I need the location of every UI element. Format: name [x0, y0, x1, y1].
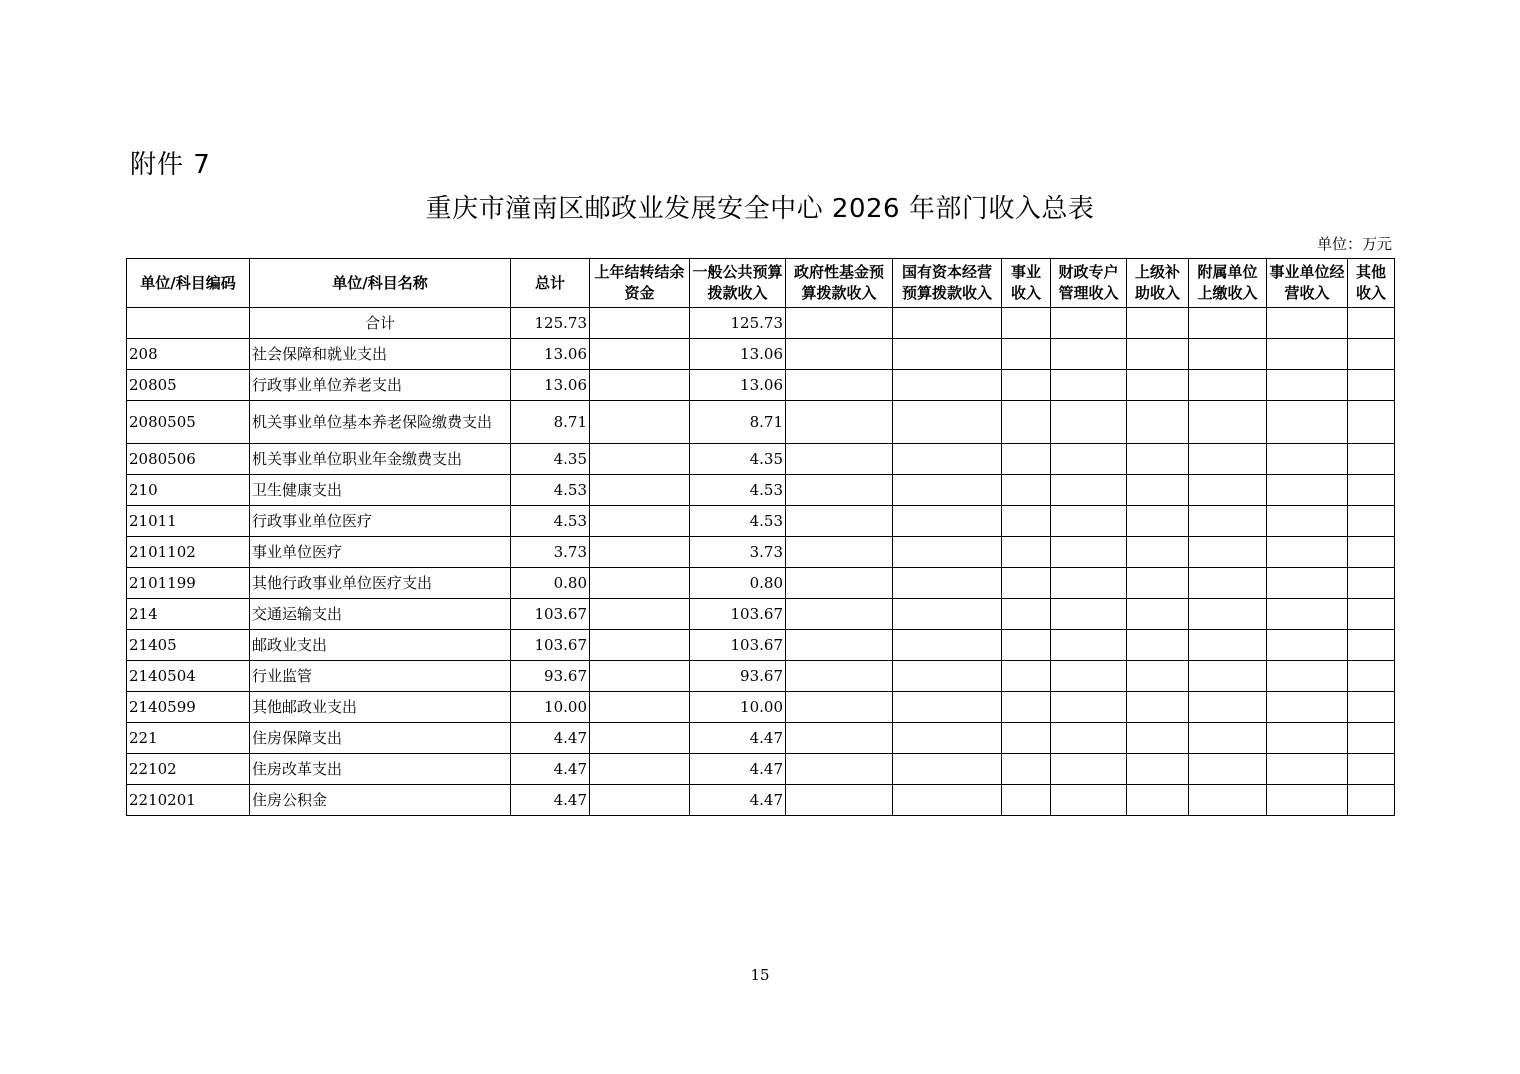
column-header-operating-income: 事业单位经营收入	[1267, 259, 1348, 308]
cell-name: 行业监管	[250, 661, 511, 692]
cell-name: 社会保障和就业支出	[250, 339, 511, 370]
cell-empty	[1127, 692, 1189, 723]
table-row-total	[127, 308, 1395, 339]
cell-empty	[1051, 506, 1127, 537]
table-row	[127, 537, 1395, 568]
cell-empty	[1127, 537, 1189, 568]
cell-total: 10.00	[511, 692, 590, 723]
cell-name: 行政事业单位医疗	[250, 506, 511, 537]
cell-empty	[1267, 339, 1348, 370]
cell-empty	[1348, 537, 1395, 568]
cell-total: 93.67	[511, 661, 590, 692]
cell-total: 4.53	[511, 506, 590, 537]
column-header-general-budget: 一般公共预算拨款收入	[690, 259, 786, 308]
cell-empty	[1348, 754, 1395, 785]
cell-code: 20805	[127, 370, 250, 401]
cell-empty	[1127, 568, 1189, 599]
cell-empty	[1189, 537, 1267, 568]
cell-empty	[1267, 568, 1348, 599]
cell-general-budget: 4.47	[690, 754, 786, 785]
cell-empty	[1002, 370, 1051, 401]
cell-code: 208	[127, 339, 250, 370]
page-number: 15	[750, 966, 770, 984]
cell-empty	[1127, 754, 1189, 785]
table-row	[127, 692, 1395, 723]
cell-name: 机关事业单位基本养老保险缴费支出	[250, 401, 511, 444]
table-row	[127, 568, 1395, 599]
column-header-special-account: 财政专户管理收入	[1051, 259, 1127, 308]
cell-empty	[1051, 754, 1127, 785]
table-row	[127, 444, 1395, 475]
cell-general-budget: 4.47	[690, 785, 786, 816]
cell-code: 210	[127, 475, 250, 506]
cell-empty	[786, 785, 893, 816]
cell-empty	[1002, 692, 1051, 723]
cell-carryover	[590, 568, 690, 599]
cell-code: 214	[127, 599, 250, 630]
cell-name: 合计	[250, 308, 511, 339]
cell-empty	[1127, 599, 1189, 630]
cell-empty	[1127, 308, 1189, 339]
cell-empty	[893, 723, 1002, 754]
cell-general-budget: 4.53	[690, 506, 786, 537]
table-row	[127, 785, 1395, 816]
cell-name: 住房改革支出	[250, 754, 511, 785]
table-row	[127, 599, 1395, 630]
cell-carryover	[590, 339, 690, 370]
cell-empty	[893, 785, 1002, 816]
cell-empty	[786, 568, 893, 599]
cell-empty	[1051, 537, 1127, 568]
cell-empty	[1189, 339, 1267, 370]
cell-empty	[1348, 785, 1395, 816]
cell-empty	[1051, 723, 1127, 754]
column-header-total: 总计	[511, 259, 590, 308]
cell-empty	[1348, 630, 1395, 661]
cell-empty	[893, 692, 1002, 723]
table-row	[127, 339, 1395, 370]
unit-note: 单位：万元	[1316, 235, 1392, 253]
cell-carryover	[590, 754, 690, 785]
cell-general-budget: 4.53	[690, 475, 786, 506]
cell-empty	[1348, 692, 1395, 723]
cell-empty	[786, 692, 893, 723]
cell-general-budget: 4.35	[690, 444, 786, 475]
cell-name: 事业单位医疗	[250, 537, 511, 568]
cell-empty	[893, 339, 1002, 370]
table-row	[127, 370, 1395, 401]
cell-empty	[786, 506, 893, 537]
cell-empty	[1189, 568, 1267, 599]
cell-empty	[1189, 785, 1267, 816]
cell-empty	[893, 308, 1002, 339]
cell-empty	[1267, 661, 1348, 692]
column-header-carryover: 上年结转结余资金	[590, 259, 690, 308]
cell-code	[127, 308, 250, 339]
cell-code: 21405	[127, 630, 250, 661]
cell-empty	[1002, 754, 1051, 785]
cell-empty	[1127, 506, 1189, 537]
cell-empty	[893, 506, 1002, 537]
cell-empty	[786, 599, 893, 630]
cell-carryover	[590, 599, 690, 630]
cell-empty	[893, 537, 1002, 568]
cell-total: 4.35	[511, 444, 590, 475]
cell-carryover	[590, 692, 690, 723]
cell-empty	[1348, 370, 1395, 401]
cell-empty	[1189, 308, 1267, 339]
cell-empty	[893, 630, 1002, 661]
cell-empty	[1002, 785, 1051, 816]
cell-empty	[1051, 444, 1127, 475]
cell-empty	[1189, 370, 1267, 401]
cell-empty	[1267, 444, 1348, 475]
cell-empty	[1127, 723, 1189, 754]
table-row	[127, 630, 1395, 661]
table-row	[127, 723, 1395, 754]
cell-empty	[1189, 661, 1267, 692]
cell-empty	[786, 630, 893, 661]
cell-empty	[1002, 630, 1051, 661]
cell-empty	[1189, 723, 1267, 754]
cell-code: 2101199	[127, 568, 250, 599]
cell-empty	[1348, 308, 1395, 339]
cell-empty	[1002, 475, 1051, 506]
cell-empty	[1348, 475, 1395, 506]
cell-empty	[893, 661, 1002, 692]
cell-empty	[1127, 630, 1189, 661]
cell-code: 2101102	[127, 537, 250, 568]
cell-carryover	[590, 370, 690, 401]
cell-empty	[893, 599, 1002, 630]
cell-name: 邮政业支出	[250, 630, 511, 661]
table-row	[127, 475, 1395, 506]
cell-empty	[1189, 401, 1267, 444]
cell-empty	[1051, 599, 1127, 630]
cell-general-budget: 103.67	[690, 630, 786, 661]
cell-empty	[1267, 785, 1348, 816]
cell-empty	[1002, 661, 1051, 692]
cell-total: 13.06	[511, 370, 590, 401]
cell-code: 2080505	[127, 401, 250, 444]
column-header-name: 单位/科目名称	[250, 259, 511, 308]
cell-code: 2140504	[127, 661, 250, 692]
cell-empty	[1189, 444, 1267, 475]
cell-carryover	[590, 537, 690, 568]
cell-name: 行政事业单位养老支出	[250, 370, 511, 401]
cell-empty	[893, 401, 1002, 444]
cell-empty	[1127, 339, 1189, 370]
cell-name: 其他邮政业支出	[250, 692, 511, 723]
cell-empty	[1267, 475, 1348, 506]
cell-empty	[893, 754, 1002, 785]
cell-general-budget: 3.73	[690, 537, 786, 568]
cell-empty	[1051, 661, 1127, 692]
cell-empty	[1002, 339, 1051, 370]
cell-total: 4.53	[511, 475, 590, 506]
cell-empty	[1267, 599, 1348, 630]
cell-empty	[786, 723, 893, 754]
cell-empty	[1002, 599, 1051, 630]
cell-general-budget: 93.67	[690, 661, 786, 692]
cell-general-budget: 10.00	[690, 692, 786, 723]
cell-code: 2140599	[127, 692, 250, 723]
cell-total: 0.80	[511, 568, 590, 599]
cell-code: 2080506	[127, 444, 250, 475]
cell-empty	[1051, 568, 1127, 599]
cell-empty	[1127, 370, 1189, 401]
cell-empty	[1051, 475, 1127, 506]
cell-general-budget: 103.67	[690, 599, 786, 630]
cell-total: 4.47	[511, 754, 590, 785]
cell-empty	[1267, 308, 1348, 339]
cell-empty	[786, 401, 893, 444]
cell-empty	[1051, 692, 1127, 723]
cell-empty	[893, 568, 1002, 599]
column-header-state-capital: 国有资本经营预算拨款收入	[893, 259, 1002, 308]
cell-empty	[1189, 692, 1267, 723]
cell-name: 卫生健康支出	[250, 475, 511, 506]
cell-general-budget: 13.06	[690, 339, 786, 370]
cell-empty	[1189, 754, 1267, 785]
cell-code: 221	[127, 723, 250, 754]
cell-total: 103.67	[511, 630, 590, 661]
cell-empty	[1051, 370, 1127, 401]
cell-empty	[1348, 661, 1395, 692]
cell-total: 4.47	[511, 785, 590, 816]
cell-empty	[1002, 308, 1051, 339]
cell-empty	[1002, 723, 1051, 754]
cell-empty	[1002, 568, 1051, 599]
cell-total: 103.67	[511, 599, 590, 630]
cell-empty	[1051, 339, 1127, 370]
cell-empty	[1348, 568, 1395, 599]
header-row	[127, 259, 1395, 308]
cell-empty	[786, 475, 893, 506]
cell-empty	[1189, 475, 1267, 506]
cell-empty	[1127, 661, 1189, 692]
cell-name: 住房保障支出	[250, 723, 511, 754]
cell-empty	[1127, 444, 1189, 475]
cell-empty	[1002, 444, 1051, 475]
cell-total: 8.71	[511, 401, 590, 444]
table-row	[127, 661, 1395, 692]
cell-empty	[786, 444, 893, 475]
cell-carryover	[590, 630, 690, 661]
cell-empty	[1267, 506, 1348, 537]
cell-empty	[786, 537, 893, 568]
cell-empty	[1002, 401, 1051, 444]
cell-empty	[1127, 401, 1189, 444]
cell-empty	[786, 370, 893, 401]
cell-empty	[1127, 785, 1189, 816]
cell-empty	[786, 754, 893, 785]
cell-general-budget: 13.06	[690, 370, 786, 401]
cell-empty	[1267, 401, 1348, 444]
cell-code: 21011	[127, 506, 250, 537]
cell-empty	[1267, 723, 1348, 754]
income-summary-table	[126, 258, 1395, 816]
cell-code: 22102	[127, 754, 250, 785]
cell-general-budget: 0.80	[690, 568, 786, 599]
cell-empty	[1267, 692, 1348, 723]
cell-empty	[786, 661, 893, 692]
cell-empty	[1189, 630, 1267, 661]
cell-name: 交通运输支出	[250, 599, 511, 630]
cell-empty	[1189, 599, 1267, 630]
cell-empty	[1348, 401, 1395, 444]
cell-name: 其他行政事业单位医疗支出	[250, 568, 511, 599]
cell-total: 4.47	[511, 723, 590, 754]
column-header-business-income: 事业收入	[1002, 259, 1051, 308]
cell-empty	[1348, 339, 1395, 370]
cell-empty	[1127, 475, 1189, 506]
cell-empty	[1002, 506, 1051, 537]
cell-empty	[1348, 723, 1395, 754]
column-header-affiliate-remit: 附属单位上缴收入	[1189, 259, 1267, 308]
document-title: 重庆市潼南区邮政业发展安全中心 2026 年部门收入总表	[425, 194, 1095, 224]
cell-empty	[1348, 444, 1395, 475]
cell-carryover	[590, 401, 690, 444]
table-row	[127, 754, 1395, 785]
cell-code: 2210201	[127, 785, 250, 816]
cell-carryover	[590, 475, 690, 506]
cell-empty	[1267, 537, 1348, 568]
table-row	[127, 401, 1395, 444]
cell-total: 125.73	[511, 308, 590, 339]
cell-carryover	[590, 506, 690, 537]
cell-carryover	[590, 661, 690, 692]
cell-empty	[1002, 537, 1051, 568]
cell-empty	[1051, 308, 1127, 339]
cell-general-budget: 4.47	[690, 723, 786, 754]
cell-empty	[1348, 506, 1395, 537]
cell-empty	[786, 339, 893, 370]
cell-empty	[1051, 785, 1127, 816]
cell-empty	[786, 308, 893, 339]
cell-total: 13.06	[511, 339, 590, 370]
cell-carryover	[590, 723, 690, 754]
column-header-gov-fund: 政府性基金预算拨款收入	[786, 259, 893, 308]
cell-carryover	[590, 785, 690, 816]
cell-total: 3.73	[511, 537, 590, 568]
column-header-code: 单位/科目编码	[127, 259, 250, 308]
cell-empty	[893, 370, 1002, 401]
cell-empty	[1267, 754, 1348, 785]
table-row	[127, 506, 1395, 537]
cell-empty	[1051, 401, 1127, 444]
cell-empty	[1267, 630, 1348, 661]
cell-empty	[893, 475, 1002, 506]
cell-empty	[1051, 630, 1127, 661]
cell-general-budget: 125.73	[690, 308, 786, 339]
cell-name: 机关事业单位职业年金缴费支出	[250, 444, 511, 475]
column-header-superior-subsidy: 上级补助收入	[1127, 259, 1189, 308]
cell-empty	[1267, 370, 1348, 401]
cell-empty	[1348, 599, 1395, 630]
attachment-label: 附件 7	[130, 150, 211, 180]
cell-empty	[1189, 506, 1267, 537]
cell-general-budget: 8.71	[690, 401, 786, 444]
cell-name: 住房公积金	[250, 785, 511, 816]
cell-empty	[893, 444, 1002, 475]
cell-carryover	[590, 444, 690, 475]
column-header-other-income: 其他收入	[1348, 259, 1395, 308]
cell-carryover	[590, 308, 690, 339]
